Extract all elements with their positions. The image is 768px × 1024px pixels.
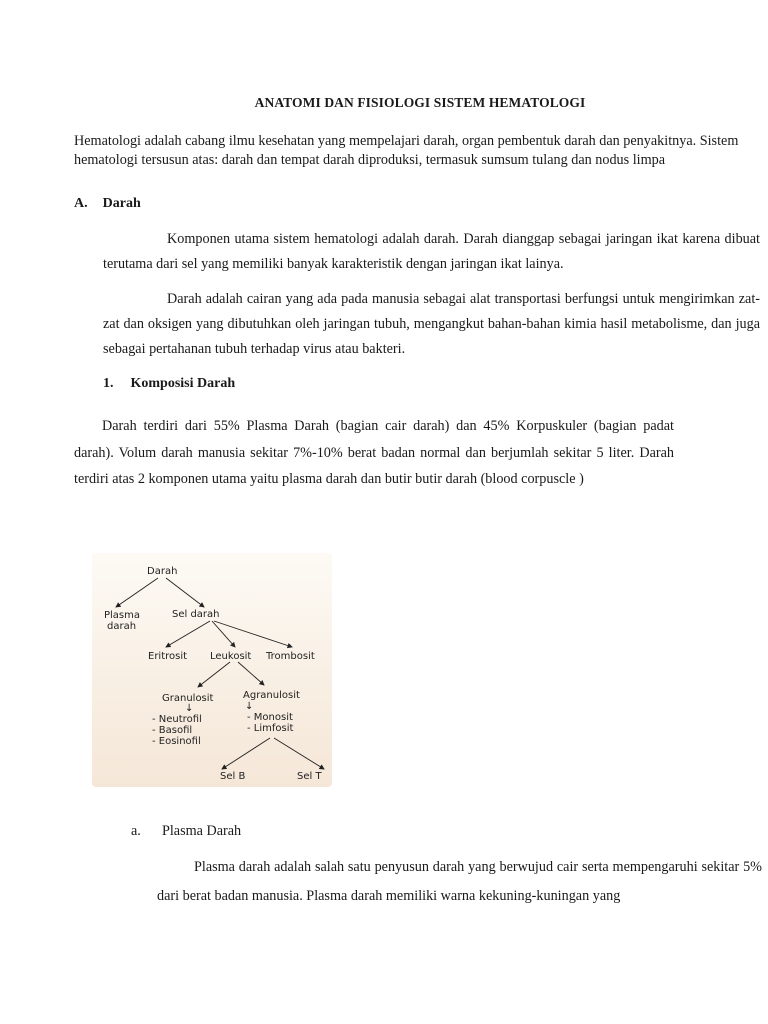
- edge-sel-trombosit: [214, 621, 292, 647]
- edge-darah-sel: [166, 578, 204, 607]
- node-sel-darah: Sel darah: [172, 609, 220, 620]
- item-neutrofil: - Neutrofil: [152, 714, 202, 725]
- edge-agranulosit-selb: [222, 738, 270, 769]
- node-plasma-line1: Plasma: [104, 610, 141, 621]
- paragraph-komponen-text: Komponen utama sistem hematologi adalah darah. Darah dianggap sebagai jaringan ikat karena dibuat terutama dari sel yang memiliki banyak karakteristik dengan jaringan ikat lainya.: [103, 231, 760, 272]
- paragraph-plasma: [157, 853, 762, 911]
- node-darah: Darah: [147, 566, 178, 577]
- node-granulosit: Granulosit: [162, 693, 214, 704]
- page-title: ANATOMI DAN FISIOLOGI SISTEM HEMATOLOGI: [254, 95, 586, 110]
- subsection-a-heading: [131, 823, 241, 840]
- paragraph-komposisi: [74, 413, 674, 493]
- section-a-heading: [74, 196, 141, 212]
- item-monosit: - Monosit: [247, 712, 293, 723]
- arrow-granulosit: ↓: [185, 703, 194, 714]
- paragraph-darah-cairan: [103, 287, 760, 362]
- edge-sel-eritrosit: [166, 621, 210, 647]
- item-eosinofil: - Eosinofil: [152, 736, 201, 747]
- section-1-heading: [103, 376, 235, 392]
- edge-leukosit-granulosit: [198, 662, 230, 687]
- node-sel-t: Sel T: [297, 771, 322, 782]
- section-a-title: Darah: [102, 196, 141, 211]
- paragraph-komposisi-text: Darah terdiri dari 55% Plasma Darah (bagian cair darah) dan 45% Korpuskuler (bagian padat darah). Volum darah manusia sekitar 7%-10% berat badan normal dan berjumlah sekitar 5 liter. Darah terdiri atas 2 komponen utama yaitu plasma darah dan butir butir darah (blood corpuscle ): [74, 418, 674, 487]
- subsection-a-number: a.: [131, 823, 141, 839]
- node-eritrosit: Eritrosit: [148, 651, 188, 662]
- node-plasma-line2: darah: [107, 621, 137, 632]
- edge-darah-plasma: [116, 578, 158, 607]
- intro-paragraph: Hematologi adalah cabang ilmu kesehatan yang mempelajari darah, organ pembentuk darah dan penyakitnya. Sistem hematologi tersusun atas: darah dan tempat darah diproduksi, termasuk sumsum tulang dan nodus limpa: [74, 133, 739, 168]
- section-1-title: Komposisi Darah: [130, 376, 236, 391]
- blood-composition-diagram: [92, 553, 332, 787]
- item-limfosit: - Limfosit: [247, 723, 294, 734]
- node-agranulosit: Agranulosit: [243, 690, 300, 701]
- section-1-number: 1.: [103, 376, 114, 391]
- edge-agranulosit-selt: [274, 738, 324, 769]
- arrow-agranulosit: ↓: [245, 701, 254, 712]
- edge-sel-leukosit: [212, 621, 235, 647]
- node-trombosit: Trombosit: [266, 651, 315, 662]
- paragraph-komponen: [103, 227, 760, 277]
- paragraph-plasma-text: Plasma darah adalah salah satu penyusun darah yang berwujud cair serta mempengaruhi sekitar 5% dari berat badan manusia. Plasma darah memiliki warna kekuning-kuningan yang: [157, 859, 762, 904]
- paragraph-darah-cairan-text: Darah adalah cairan yang ada pada manusia sebagai alat transportasi berfungsi untuk mengirimkan zat-zat dan oksigen yang dibutuhkan oleh jaringan tubuh, mengangkut bahan-bahan kimia hasil metabolisme, dan juga sebagai pertahanan tubuh terhadap virus atau bakteri.: [103, 291, 760, 357]
- node-leukosit: Leukosit: [210, 651, 252, 662]
- node-sel-b: Sel B: [220, 771, 246, 782]
- subsection-a-title: Plasma Darah: [161, 823, 242, 839]
- blood-tree-svg: [92, 553, 332, 787]
- item-basofil: - Basofil: [152, 725, 193, 736]
- section-a-number: A.: [74, 196, 88, 211]
- edge-leukosit-agranulosit: [238, 662, 264, 685]
